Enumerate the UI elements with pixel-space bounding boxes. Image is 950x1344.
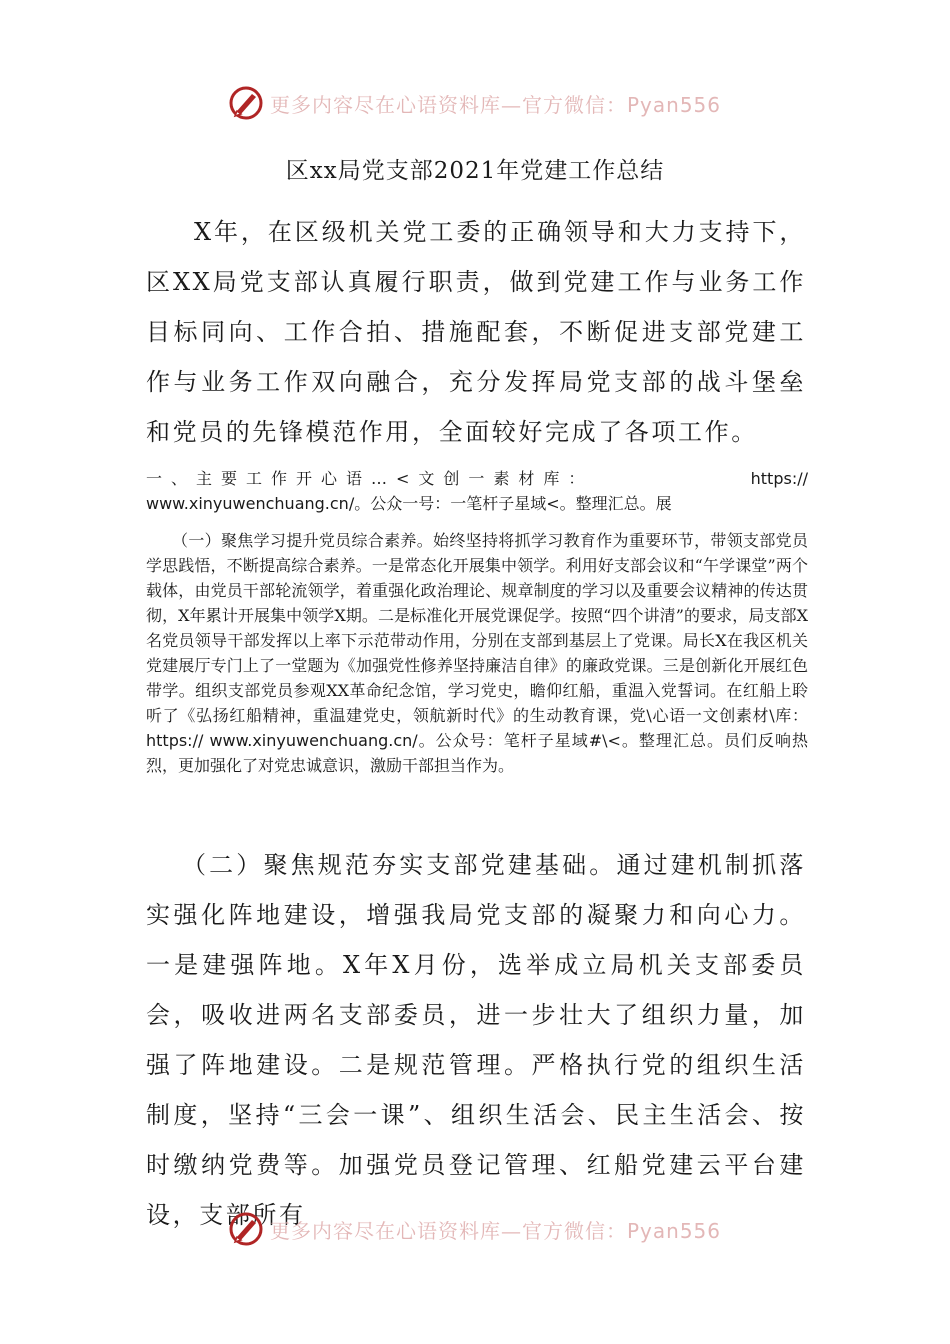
paragraph-study-url: https:// [146,731,204,750]
section-heading-1 [146,466,808,516]
paragraph-study-text: （一）聚焦学习提升党员综合素养。始终坚持将抓学习教育作为重要环节，带领支部党员学思践悟，不断提高综合素养。一是常态化开展集中领学。利用好支部会议和“午学课堂”两个载体，由党员干部轮流领学，着重强化政治理论、规章制度的学习以及重要会议精神的传达贯彻，X年累计开展集中领学X期。二是标准化开展党课促学。按照“四个讲清”的要求，局支部X名党员领导干部发挥以上率下示范带动作用，分别在支部到基层上了党课。局长X在我区机关党建展厅专门上了一堂题为《加强党性修养坚持廉洁自律》的廉政党课。三是创新化开展红色带学。组织支部党员参观XX革命纪念馆，学习党史，瞻仰红船，重温入党誓词。在红船上聆听了《弘扬红船精神，重温建党史，领航新时代》的生动教育课，党\心语一文创素材\库： [146,531,808,725]
section-heading-url: https:// [750,469,808,488]
section-heading-text: 一、主要工作开心语…<文创一素材库： [146,469,594,488]
watermark-banner-bottom [228,1209,721,1249]
paragraph-study-tail: 。公众号：笔杆子星域#\<。整理汇总。员们反响热烈，更加强化了对党忠诚意识，激励干部担当作为。 [146,731,808,775]
watermark-text: 更多内容尽在心语资料库—官方微信：Pyan556 [270,1218,722,1243]
document-title: 区xx局党支部2021年党建工作总结 [285,158,665,184]
paragraph-study [146,528,808,778]
watermark-text: 更多内容尽在心语资料库—官方微信：Pyan556 [270,92,722,117]
section-heading-url-domain: www.xinyuwenchuang.cn/ [146,494,355,513]
paragraph-study-url-domain: www.xinyuwenchuang.cn/ [209,731,418,750]
section-heading-tail: 。公众一号：一笔杆子星域<。整理汇总。展 [354,494,672,513]
pen-logo-icon [228,85,264,121]
pen-logo-icon [228,1211,264,1247]
intro-paragraph: X年，在区级机关党工委的正确领导和大力支持下，区XX局党支部认真履行职责，做到党建工作与业务工作目标同向、工作合拍、措施配套，不断促进支部党建工作与业务工作双向融合，充分发挥局党支部的战斗堡垒和党员的先锋模范作用，全面较好完成了各项工作。 [146,218,806,446]
watermark-banner-top [228,83,721,123]
paragraph-standard: （二）聚焦规范夯实支部党建基础。通过建机制抓落实强化阵地建设，增强我局党支部的凝聚力和向心力。一是建强阵地。X年X月份，选举成立局机关支部委员会，吸收进两名支部委员，进一步壮大了组织力量，加强了阵地建设。二是规范管理。严格执行党的组织生活制度，坚持“三会一课”、组织生活会、民主生活会、按时缴纳党费等。加强党员登记管理、红船党建云平台建设，支部所有 [146,851,806,1229]
